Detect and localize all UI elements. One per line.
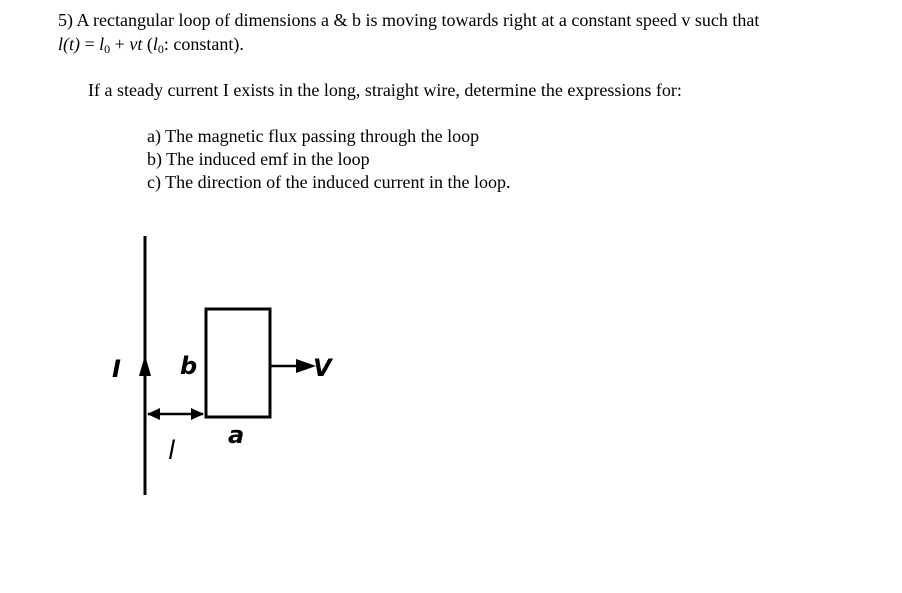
- distance-arrow-left-icon: [147, 408, 160, 420]
- eq-plus: +: [114, 34, 125, 54]
- eq-vt: vt: [129, 34, 143, 54]
- distance-arrow-right-icon: [191, 408, 204, 420]
- label-v: V: [313, 354, 332, 382]
- current-arrow-icon: [139, 355, 151, 376]
- eq-equals: =: [84, 34, 95, 54]
- label-a: a: [228, 421, 245, 449]
- eq-paren-l0-sub: 0: [157, 42, 164, 56]
- question-prompt: If a steady current I exists in the long, straight wire, determine the expressions for:: [88, 80, 682, 100]
- part-c: c) The direction of the induced current in the loop.: [147, 172, 511, 192]
- eq-l0-sub: 0: [104, 42, 111, 56]
- question-intro: 5) A rectangular loop of dimensions a & b is moving towards right at a constant speed v such that: [58, 10, 760, 30]
- label-b: b: [180, 352, 198, 380]
- eq-l0-base: l: [99, 34, 105, 54]
- eq-paren-l0-base: l: [152, 34, 158, 54]
- part-b: b) The induced emf in the loop: [147, 149, 370, 169]
- eq-lhs: l(t): [58, 34, 80, 54]
- part-a: a) The magnetic flux passing through the loop: [147, 126, 480, 146]
- eq-paren-rest: : constant).: [163, 34, 244, 54]
- label-l: l: [168, 436, 176, 466]
- rectangular-loop: [206, 309, 270, 417]
- eq-paren-open: (: [146, 34, 153, 54]
- label-current: I: [112, 355, 121, 383]
